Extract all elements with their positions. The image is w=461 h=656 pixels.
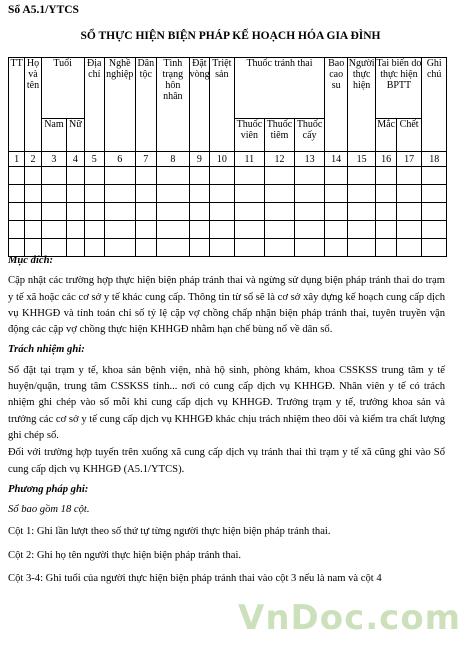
empty-cell: [210, 185, 235, 203]
empty-cell: [41, 185, 67, 203]
sub-thuoc-cay: Thuốc cấy: [294, 119, 325, 152]
empty-cell: [325, 167, 347, 185]
empty-cell: [84, 167, 104, 185]
empty-cell: [376, 203, 396, 221]
empty-cell: [135, 221, 156, 239]
empty-cell: [135, 185, 156, 203]
empty-cell: [104, 185, 135, 203]
col-number: 3: [41, 152, 67, 167]
empty-cell: [325, 203, 347, 221]
empty-cell: [422, 185, 447, 203]
trach-nhiem-text: Sổ đặt tại trạm y tế, khoa sản bệnh viện, nhà hộ sinh, phòng khám, khoa CSSKSS trung tâm y tế huyện/quận, trung tâm CSSKSS tỉnh... nơi có cung cấp dịch vụ KHHGĐ. Nhân viên y tế có trách nhiệm ghi chép vào sổ mỗi khi cung cấp dịch vụ KHHGĐ. Trưởng trạm y tế, trưởng khoa sản và trưởng các cơ sở y tế cung cấp dịch vụ KHHGĐ khác chịu trách nhiệm theo dõi và kiểm tra chất lượng ghi chép sổ.: [8, 364, 445, 441]
empty-cell: [294, 221, 325, 239]
empty-cell: [189, 203, 209, 221]
cot-2-text: Cột 2: Ghi họ tên người thực hiện biện pháp tránh thai.: [8, 549, 242, 561]
phuong-phap-heading: Phương pháp ghi:: [8, 483, 89, 495]
empty-cell: [347, 185, 376, 203]
col-nguoithuchien-header: Người thực hiện: [347, 58, 376, 152]
col-number: 7: [135, 152, 156, 167]
empty-cell: [25, 185, 41, 203]
col-number: 4: [67, 152, 84, 167]
col-number: 11: [234, 152, 265, 167]
sub-thuoc-tiem: Thuốc tiêm: [265, 119, 295, 152]
empty-table-row: [9, 185, 447, 203]
empty-cell: [84, 203, 104, 221]
col-ghichu-header: Ghi chú: [422, 58, 447, 152]
empty-cell: [234, 221, 265, 239]
empty-cell: [189, 221, 209, 239]
col-number: 8: [157, 152, 190, 167]
col-honnhan-header: Tình trạng hôn nhân: [157, 58, 190, 152]
empty-cell: [41, 203, 67, 221]
col-dantoc-header: Dân tộc: [135, 58, 156, 152]
empty-cell: [396, 185, 422, 203]
empty-cell: [157, 167, 190, 185]
sub-mac: Mắc: [376, 119, 396, 152]
trach-nhiem-text: Đối với trường hợp tuyến trên xuống xã cung cấp dịch vụ tránh thai thì trạm y tế xã cũng ghi vào Sổ cung cấp dịch vụ KHHGĐ (A5.1/YTCS).: [8, 447, 445, 475]
empty-cell: [135, 203, 156, 221]
empty-cell: [135, 167, 156, 185]
empty-cell: [347, 167, 376, 185]
empty-cell: [9, 167, 25, 185]
sub-nam: Nam: [41, 119, 67, 152]
empty-cell: [294, 167, 325, 185]
empty-cell: [234, 167, 265, 185]
ledger-table: [8, 57, 447, 257]
column-number-row: [9, 152, 447, 167]
muc-dich-text: Cập nhật các trường hợp thực hiện biện pháp tránh thai và ngừng sử dụng biện pháp tránh thai do trạm y tế xã hoặc các cơ sở y tế khác cung cấp. Thông tin từ sổ sẽ là cơ sở xây dựng kế hoạch cung cấp dịch vụ KHHGĐ và tính toán chỉ số tỷ lệ cặp vợ chồng chấp nhận biện pháp tránh thai, tuyên truyền vận động các cặp vợ chồng thực hiện KHHGĐ nhằm hạn chế bùng nổ về dân số.: [8, 275, 445, 336]
empty-cell: [157, 221, 190, 239]
empty-cell: [376, 221, 396, 239]
empty-cell: [396, 167, 422, 185]
empty-cell: [104, 221, 135, 239]
empty-cell: [347, 203, 376, 221]
col-number: 17: [396, 152, 422, 167]
form-code: Sổ A5.1/YTCS: [8, 4, 79, 16]
empty-cell: [25, 167, 41, 185]
empty-cell: [396, 221, 422, 239]
col-number: 2: [25, 152, 41, 167]
empty-cell: [67, 167, 84, 185]
empty-cell: [265, 221, 295, 239]
empty-cell: [41, 221, 67, 239]
so-cot-text: Sổ bao gồm 18 cột.: [8, 504, 90, 516]
col-number: 16: [376, 152, 396, 167]
col-taibien-header: Tai biến do thực hiện BPTT: [376, 58, 422, 119]
header-row: [9, 58, 447, 119]
empty-cell: [376, 185, 396, 203]
col-trietsan-header: Triệt sản: [210, 58, 235, 152]
col-datvong-header: Đặt vòng: [189, 58, 209, 152]
empty-cell: [325, 185, 347, 203]
empty-cell: [265, 185, 295, 203]
page-title: SỔ THỰC HIỆN BIỆN PHÁP KẾ HOẠCH HÓA GIA ĐÌNH: [80, 30, 381, 42]
empty-cell: [67, 221, 84, 239]
col-baocaosu-header: Bao cao su: [325, 58, 347, 152]
empty-cell: [347, 221, 376, 239]
watermark-logo: VnDoc.com: [238, 598, 461, 638]
col-number: 10: [210, 152, 235, 167]
empty-cell: [104, 203, 135, 221]
empty-cell: [265, 203, 295, 221]
blank-rows: [9, 167, 447, 257]
col-number: 1: [9, 152, 25, 167]
col-number: 13: [294, 152, 325, 167]
empty-cell: [9, 185, 25, 203]
col-tt-header: TT: [9, 58, 25, 152]
empty-cell: [9, 203, 25, 221]
col-number: 14: [325, 152, 347, 167]
empty-cell: [294, 185, 325, 203]
cot-3-4-text: Cột 3-4: Ghi tuổi của người thực hiện biện pháp tránh thai vào cột 3 nếu là nam và cột 4: [8, 573, 382, 585]
empty-cell: [396, 203, 422, 221]
col-nghenghiep-header: Nghề nghiệp: [104, 58, 135, 152]
empty-table-row: [9, 203, 447, 221]
empty-cell: [422, 221, 447, 239]
col-number: 12: [265, 152, 295, 167]
empty-cell: [210, 203, 235, 221]
empty-cell: [189, 185, 209, 203]
empty-cell: [234, 185, 265, 203]
empty-cell: [422, 167, 447, 185]
empty-cell: [9, 221, 25, 239]
empty-cell: [104, 167, 135, 185]
empty-cell: [189, 167, 209, 185]
empty-cell: [25, 203, 41, 221]
sub-chet: Chết: [396, 119, 422, 152]
trach-nhiem-heading: Trách nhiệm ghi:: [8, 344, 85, 356]
empty-table-row: [9, 221, 447, 239]
col-number: 18: [422, 152, 447, 167]
empty-cell: [376, 167, 396, 185]
empty-cell: [67, 185, 84, 203]
muc-dich-heading: Mục đích:: [8, 255, 54, 266]
empty-cell: [234, 203, 265, 221]
sub-nu: Nữ: [67, 119, 84, 152]
empty-cell: [157, 203, 190, 221]
col-thuoc-header: Thuốc tránh thai: [234, 58, 325, 119]
empty-cell: [265, 167, 295, 185]
empty-cell: [422, 203, 447, 221]
cot-1-text: Cột 1: Ghi lần lượt theo số thứ tự từng người thực hiện biện pháp tránh thai.: [8, 526, 331, 538]
col-number: 5: [84, 152, 104, 167]
col-hoten-header: Họ và tên: [25, 58, 41, 152]
empty-cell: [41, 167, 67, 185]
instructions: [8, 249, 445, 594]
empty-cell: [84, 185, 104, 203]
empty-cell: [25, 221, 41, 239]
sub-thuoc-vien: Thuốc viên: [234, 119, 265, 152]
empty-cell: [210, 221, 235, 239]
empty-cell: [210, 167, 235, 185]
empty-cell: [84, 221, 104, 239]
col-number: 9: [189, 152, 209, 167]
col-number: 6: [104, 152, 135, 167]
empty-cell: [67, 203, 84, 221]
empty-cell: [157, 185, 190, 203]
empty-cell: [294, 203, 325, 221]
col-number: 15: [347, 152, 376, 167]
empty-cell: [325, 221, 347, 239]
empty-table-row: [9, 167, 447, 185]
col-tuoi-header: Tuổi: [41, 58, 84, 119]
col-diachi-header: Địa chỉ: [84, 58, 104, 152]
